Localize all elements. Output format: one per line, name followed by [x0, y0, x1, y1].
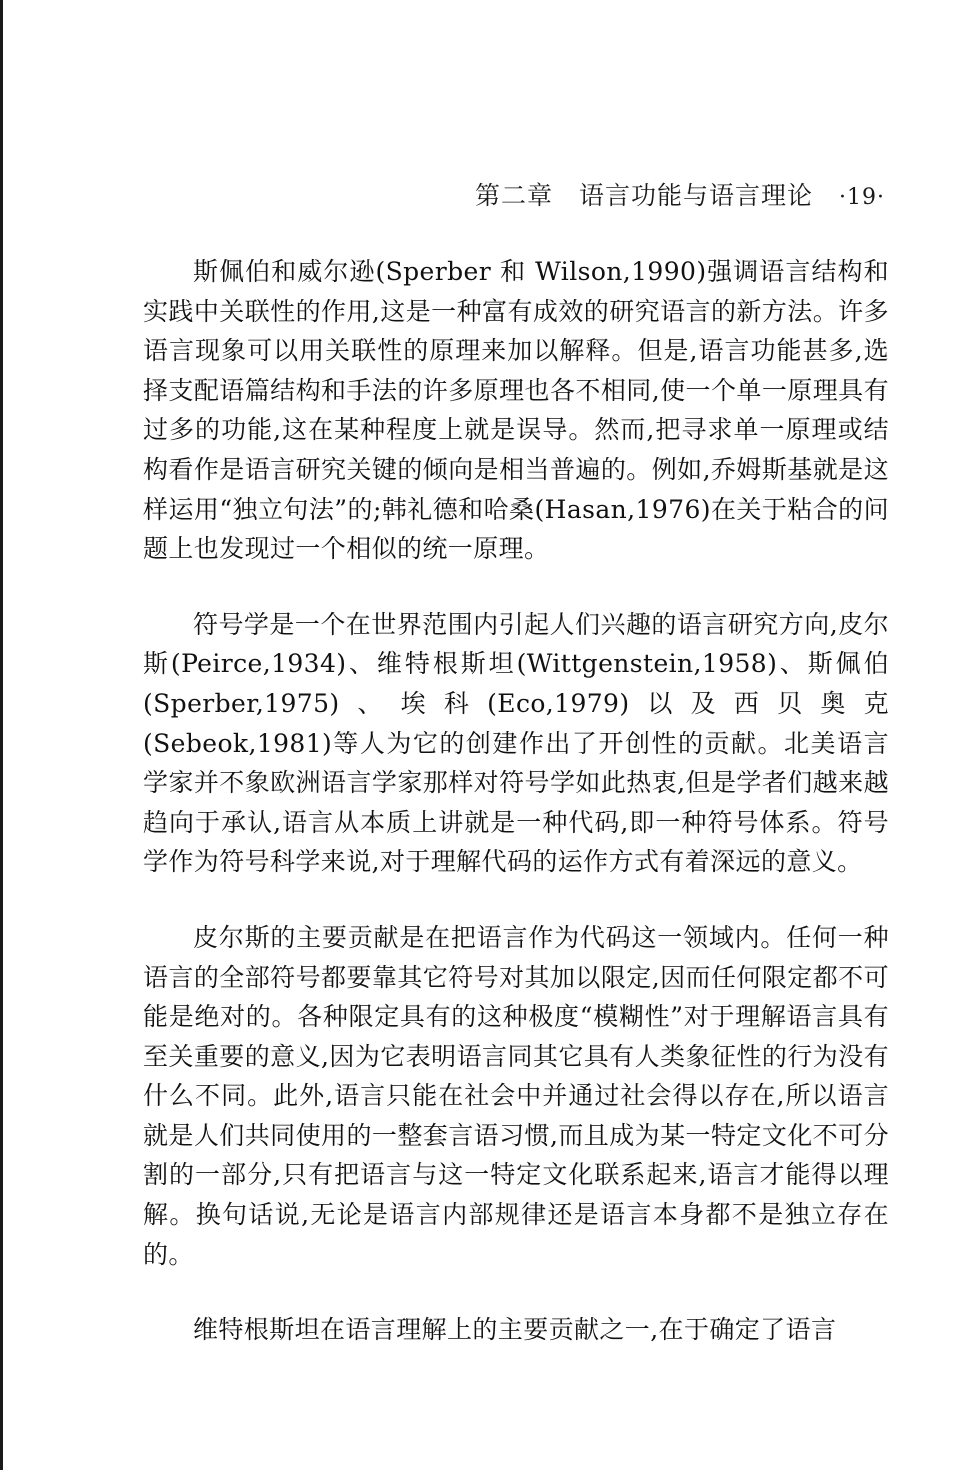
- page-left-edge: [0, 0, 3, 1470]
- paragraph-semiotics: 符号学是一个在世界范围内引起人们兴趣的语言研究方向,皮尔斯(Peirce,1934)、维特根斯坦(Wittgenstein,1958)、斯佩伯(Sperber,1975)、埃科(Eco,1979)以及西贝奥克(Sebeok,1981)等人为它的创建作出了开创性的贡献。北美语言学家并不象欧洲语言学家那样对符号学如此热衷,但是学者们越来越趋向于承认,语言从本质上讲就是一种代码,即一种符号体系。符号学作为符号科学来说,对于理解代码的运作方式有着深远的意义。: [143, 609, 889, 877]
- page-number: ·19·: [839, 185, 885, 210]
- body-text: [143, 252, 889, 1350]
- paragraph-peirce: 皮尔斯的主要贡献是在把语言作为代码这一领域内。任何一种语言的全部符号都要靠其它符号对其加以限定,因而任何限定都不可能是绝对的。各种限定具有的这种极度“模糊性”对于理解语言具有至关重要的意义,因为它表明语言同其它具有人类象征性的行为没有什么不同。此外,语言只能在社会中并通过社会得以存在,所以语言就是人们共同使用的一整套言语习惯,而且成为某一特定文化不可分割的一部分,只有把语言与这一特定文化联系起来,语言才能得以理解。换句话说,无论是语言内部规律还是语言本身都不是独立存在的。: [143, 922, 889, 1269]
- chapter-title: 语言功能与语言理论: [579, 181, 814, 210]
- paragraph-relevance-theory: 斯佩伯和威尔逊(Sperber 和 Wilson,1990)强调语言结构和实践中关联性的作用,这是一种富有成效的研究语言的新方法。许多语言现象可以用关联性的原理来加以解释。但是,语言功能甚多,选择支配语篇结构和手法的许多原理也各不相同,使一个单一原理具有过多的功能,这在某种程度上就是误导。然而,把寻求单一原理或结构看作是语言研究关键的倾向是相当普遍的。例如,乔姆斯基就是这样运用“独立句法”的;韩礼德和哈桑(Hasan,1976)在关于粘合的问题上也发现过一个相似的统一原理。: [143, 257, 889, 564]
- chapter-label: 第二章: [474, 181, 553, 210]
- running-header: [140, 176, 885, 212]
- paragraph-wittgenstein: 维特根斯坦在语言理解上的主要贡献之一,在于确定了语言: [193, 1315, 837, 1345]
